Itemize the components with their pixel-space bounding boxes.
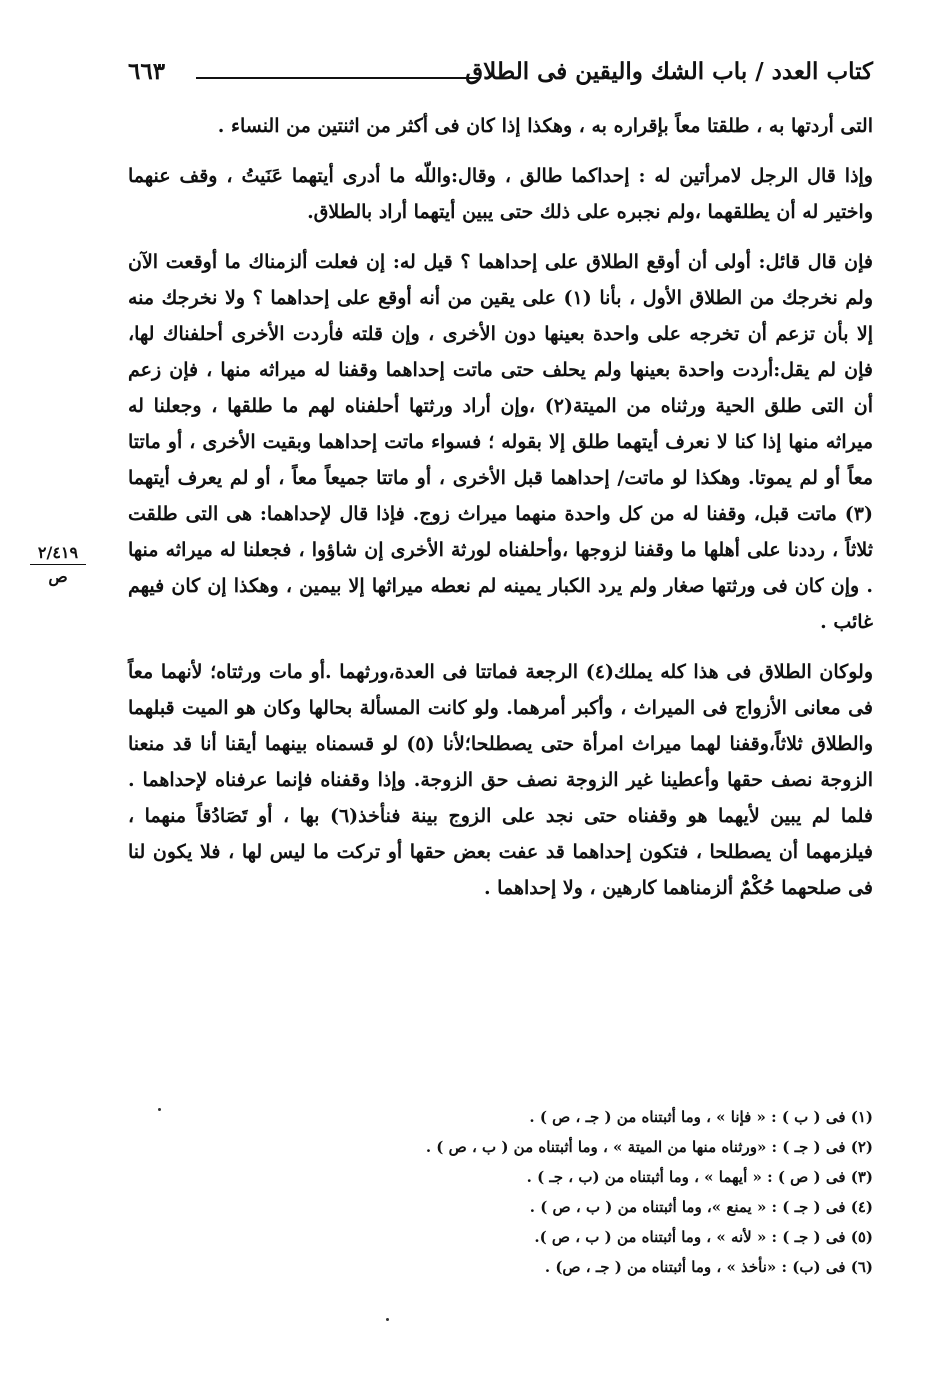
scan-speck	[158, 1108, 161, 1111]
footnote-6: (٦) فى (ب) : «نأخذ » ، وما أثبتناه من ( جـ ، ص) .	[544, 1258, 873, 1276]
main-text	[128, 108, 873, 906]
footnote-5: (٥) فى ( جـ ) : « لأنه » ، وما أثبتناه من ( ب ، ص ).	[534, 1228, 873, 1246]
footnote-3: (٣) فى ( ص ) : « أيهما » ، وما أثبتناه من (ب ، جـ ) .	[526, 1168, 873, 1186]
paragraph-4: ولوكان الطلاق فى هذا كله يملك(٤) الرجعة فماتتا فى العدة،ورثهما .أو مات ورثتاه؛ لأنهما معاً فى معانى الأزواج فى الميراث ، وأكبر أمرهما. ولو كانت المسألة بحالها وكان هو الميت قبلهما والطلاق ثلاثاً،وقفنا لهما ميراث امرأة حتى يصطلحا؛لأنا (٥) لو قسمناه بينهما أيقنا أنا قد منعنا الزوجة نصف حقها وأعطينا غير الزوجة نصف حق الزوجة. وإذا وقفناه فإنما عرفناه لإحداهما . فلما لم يبين لأيهما هو وقفناه حتى نجد على الزوج بينة فنأخذ(٦) بها ، أو تَصَادُقاً منهما ، فيلزمهما أن يصطلحا ، فتكون إحداهما قد عفت بعض حقها أو تركت ما ليس لها ، فلا يكون لنا فى صلحهما حُكْمٌ ألزمناهما كارهين ، ولا إحداهما .	[128, 661, 873, 899]
paragraph-2: وإذا قال الرجل لامرأتين له : إحداكما طالق ، وقال:واللّه ما أدرى أيتهما عَنَيتُ ، وقف عنهما واختير له أن يطلقهما ،ولم نجبره على ذلك حتى يبين أيتهما أراد بالطلاق.	[128, 165, 873, 223]
footnote-1: (١) فى ( ب ) : « فإنا » ، وما أثبتناه من ( جـ ، ص ) .	[529, 1108, 873, 1126]
footnote-4: (٤) فى ( جـ ) : « يمنع »، وما أثبتناه من ( ب ، ص ) .	[529, 1198, 873, 1216]
footnote-2: (٢) فى ( جـ ) : «ورثناه منها من الميتة » ، وما أثبتناه من ( ب ، ص ) .	[425, 1138, 873, 1156]
margin-folio-note	[30, 543, 86, 586]
footnotes	[128, 1102, 873, 1282]
header-title: كتاب العدد / باب الشك واليقين فى الطلاق	[465, 58, 873, 85]
paragraph-3: فإن قال قائل: أولى أن أوقع الطلاق على إحداهما ؟ قيل له: إن فعلت ألزمناك ما أوقعت الآن ولم نخرجك من الطلاق الأول ، بأنا (١) على يقين من أنه أوقع على إحداهما ؟ ولا نخرجك منه إلا بأن تزعم أن تخرجه على واحدة بعينها دون الأخرى ، وإن قلته فأردت الأخرى أحلفناك لها، فإن لم يقل:أردت واحدة بعينها ولم يحلف حتى ماتت إحداهما وقفنا له ميراثه منها ، فإن زعم أن التى طلق الحية ورثناه من الميتة(٢) ،وإن أراد ورثتها أحلفناه لهم ما طلقها ، وجعلنا له ميراثه منها إذا كنا لا نعرف أيتهما طلق إلا بقوله ؛ فسواء ماتت إحداهما وبقيت الأخرى ، أو ماتتا معاً أو لم يموتا. وهكذا لو ماتت/ إحداهما قبل الأخرى ، أو ماتتا جميعاً معاً ، أو لم يعرف أيتهما (٣) ماتت قبل، وقفنا له من كل واحدة منهما ميراث زوج. فإذا قال لإحداهما: هى التى طلقت ثلاثاً ، رددنا على أهلها ما وقفنا لزوجها ،وأحلفناه لورثة الأخرى إن شاؤوا ، فجعلنا له ميراثه منها . وإن كان فى ورثتها صغار ولم يرد الكبار يمينه لم نعطه ميراثها إلا بيمين ، وهكذا إن كان فيهم غائب .	[128, 251, 874, 633]
scan-speck	[386, 1318, 389, 1321]
page-number: ٦٦٣	[128, 58, 166, 85]
header-rule	[196, 77, 478, 79]
margin-manuscript-siglum: ص	[48, 567, 68, 586]
paragraph-1: التى أردتها به ، طلقتا معاً بإقراره به ، وهكذا إذا كان فى أكثر من اثنتين من النساء .	[217, 115, 873, 137]
margin-folio-number: ٢/٤١٩	[30, 543, 86, 565]
running-header	[128, 58, 873, 98]
